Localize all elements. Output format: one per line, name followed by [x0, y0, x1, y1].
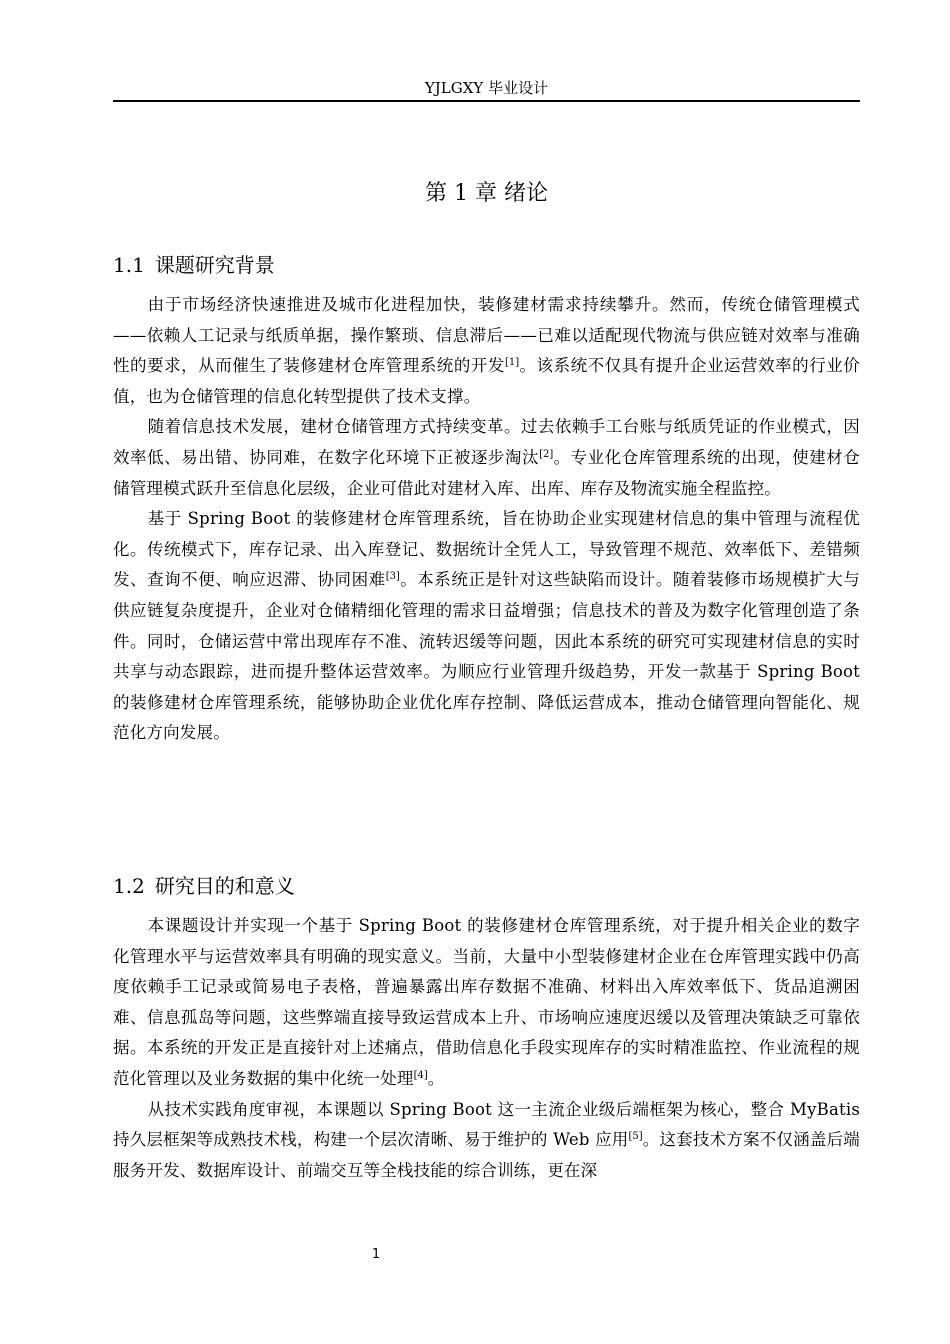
running-header: YJLGXY 毕业设计 — [424, 79, 549, 97]
citation-marker: [4] — [413, 1069, 428, 1081]
paragraph-text: 。 — [427, 1068, 445, 1088]
citation-marker: [5] — [628, 1131, 643, 1143]
chapter-title: 第 1 章 绪论 — [425, 181, 548, 206]
section-number: 1.2 — [113, 874, 145, 898]
paragraph-text: 。专业化仓库管理系统的出现，使建材仓储管理模式跃升至信息化层级，企业可借此对建材入库、出库、库存及物流实施全程监控。 — [113, 447, 860, 498]
section-1-2-body — [113, 911, 860, 1186]
section-number: 1.1 — [113, 253, 145, 277]
section-title: 课题研究背景 — [154, 253, 275, 277]
page-number: 1 — [371, 1247, 381, 1262]
header-rule — [113, 100, 860, 102]
paragraph — [113, 1095, 860, 1187]
section-title: 研究目的和意义 — [154, 874, 295, 898]
paragraph — [113, 911, 860, 1095]
paragraph — [113, 290, 860, 412]
paragraph — [113, 504, 860, 749]
section-heading-1-1 — [113, 251, 275, 279]
paragraph-text: 基于 Spring Boot 的装修建材仓库管理系统，旨在协助企业实现建材信息的集中管理与流程优化。传统模式下，库存记录、出入库登记、数据统计全凭人工，导致管理不规范、效率低下、差错频发、查询不便、响应迟滞、协同困难 — [113, 509, 860, 590]
citation-marker: [3] — [385, 571, 400, 583]
section-1-1-body — [113, 290, 860, 749]
paragraph-text: 。本系统正是针对这些缺陷而设计。随着装修市场规模扩大与供应链复杂度提升，企业对仓储精细化管理的需求日益增强；信息技术的普及为数字化管理创造了条件。同时，仓储运营中常出现库存不准、流转迟缓等问题，因此本系统的研究可实现建材信息的实时共享与动态跟踪，进而提升整体运营效率。为顺应行业管理升级趋势，开发一款基于 Spring Boot 的装修建材仓库管理系统，能够协助企业优化库存控制、降低运营成本，推动仓储管理向智能化、规范化方向发展。 — [113, 570, 861, 743]
paragraph — [113, 412, 860, 504]
citation-marker: [2] — [539, 448, 554, 460]
paragraph-text: 本课题设计并实现一个基于 Spring Boot 的装修建材仓库管理系统，对于提升相关企业的数字化管理水平与运营效率具有明确的现实意义。当前，大量中小型装修建材企业在仓库管理实践中仍高度依赖手工记录或简易电子表格，普遍暴露出库存数据不准确、材料出入库效率低下、货品追溯困难、信息孤岛等问题，这些弊端直接导致运营成本上升、市场响应速度迟缓以及管理决策缺乏可靠依据。本系统的开发正是直接针对上述痛点，借助信息化手段实现库存的实时精准监控、作业流程的规范化管理以及业务数据的集中化统一处理 — [113, 916, 860, 1088]
paragraph-text: 从技术实践角度审视，本课题以 Spring Boot 这一主流企业级后端框架为核心，整合 MyBatis 持久层框架等成熟技术栈，构建一个层次清晰、易于维护的 Web 应用 — [113, 1099, 860, 1150]
section-heading-1-2 — [113, 872, 295, 900]
paragraph-text: 。该系统不仅具有提升企业运营效率的行业价值，也为仓储管理的信息化转型提供了技术支撑。 — [113, 356, 861, 406]
paragraph-text: 随着信息技术发展，建材仓储管理方式持续变革。过去依赖手工台账与纸质凭证的作业模式，因效率低、易出错、协同难，在数字化环境下正被逐步淘汰 — [113, 417, 860, 467]
paragraph-text: 由于市场经济快速推进及城市化进程加快，装修建材需求持续攀升。然而，传统仓储管理模式——依赖人工记录与纸质单据，操作繁琐、信息滞后——已难以适配现代物流与供应链对效率与准确性的要求，从而催生了装修建材仓库管理系统的开发 — [113, 295, 860, 376]
citation-marker: [1] — [504, 357, 520, 369]
paragraph-text: 。这套技术方案不仅涵盖后端服务开发、数据库设计、前端交互等全栈技能的综合训练，更在深 — [113, 1130, 860, 1180]
